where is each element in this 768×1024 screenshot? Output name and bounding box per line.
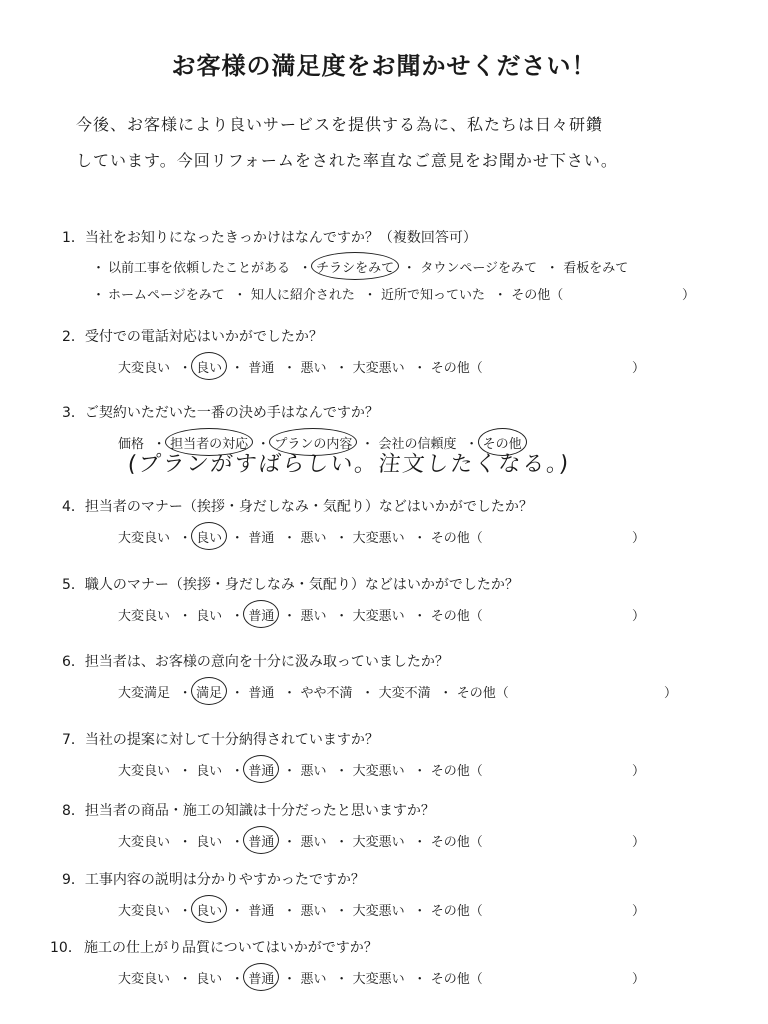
close-paren: ） <box>632 972 646 987</box>
option-average[interactable] <box>248 605 274 624</box>
close-paren: ） <box>632 764 646 779</box>
q1-option-referral[interactable]: 知人に紹介された <box>250 288 355 303</box>
q3-option-staff-response-label: 担当者の対応 <box>170 437 249 452</box>
q1-option-neighborhood[interactable]: 近所で知っていた <box>381 288 486 303</box>
option-other[interactable]: その他（ <box>456 686 509 701</box>
option-satisfied-label: 満足 <box>196 686 223 701</box>
close-paren: ） <box>664 686 678 701</box>
q1-options-row-1: ・ 以前工事を依頼したことがある ・ チラシをみて ・ タウンページをみて ・ 看板をみて <box>62 257 742 276</box>
question-label: 担当者のマナー（挨拶・身だしなみ・気配り）などはいかがでしたか？ <box>84 499 533 515</box>
option-bad[interactable]: 悪い <box>300 764 327 779</box>
question-8-text <box>62 800 742 820</box>
option-average-label: 普通 <box>248 609 275 624</box>
option-other[interactable]: その他（ <box>430 764 483 779</box>
question-label: 受付での電話対応はいかがでしたか？ <box>84 329 323 345</box>
q10-options: 大変良い ・ 良い ・ 普通 ・ 悪い ・ 大変悪い ・ その他（ ） <box>50 968 730 987</box>
q3-option-company-trust[interactable]: 会社の信頼度 <box>378 437 457 452</box>
option-very-good[interactable]: 大変良い <box>118 361 171 376</box>
option-very-bad[interactable]: 大変悪い <box>352 361 405 376</box>
q7-options: 大変良い ・ 良い ・ 普通 ・ 悪い ・ 大変悪い ・ その他（ ） <box>62 760 742 779</box>
option-bad[interactable]: 悪い <box>300 972 327 987</box>
option-average[interactable] <box>248 831 274 850</box>
close-paren: ） <box>632 904 646 919</box>
option-satisfied[interactable] <box>196 682 222 701</box>
close-paren: ） <box>632 361 646 376</box>
intro-line-2: しています。今回リフォームをされた率直なご意見をお聞かせ下さい。 <box>76 151 618 170</box>
question-label: 当社をお知りになったきっかけはなんですか？（複数回答可） <box>84 230 477 246</box>
q1-options-row-2: ・ ホームページをみて ・ 知人に紹介された ・ 近所で知っていた ・ その他（ ） <box>62 284 742 303</box>
option-good[interactable] <box>196 357 222 376</box>
option-good[interactable]: 良い <box>196 764 223 779</box>
question-number: 8． <box>62 803 85 819</box>
option-very-bad[interactable]: 大変悪い <box>352 609 405 624</box>
q3-option-plan-content-label: プランの内容 <box>274 437 353 452</box>
question-label: 工事内容の説明は分かりやすかったですか？ <box>84 872 365 888</box>
question-7-text <box>62 729 742 749</box>
option-very-bad[interactable]: 大変悪い <box>352 972 405 987</box>
question-label: 当社の提案に対して十分納得されていますか？ <box>84 732 379 748</box>
q1-option-previous-work[interactable]: 以前工事を依頼したことがある <box>108 261 291 276</box>
option-bad[interactable]: 悪い <box>300 531 327 546</box>
option-good[interactable]: 良い <box>196 972 223 987</box>
option-average[interactable]: 普通 <box>248 361 275 376</box>
close-paren: ） <box>632 835 646 850</box>
question-1-text <box>62 227 742 247</box>
q9-options: 大変良い ・ 良い ・ 普通 ・ 悪い ・ 大変悪い ・ その他（ ） <box>62 900 742 919</box>
option-very-good[interactable]: 大変良い <box>118 531 171 546</box>
option-average[interactable] <box>248 760 274 779</box>
option-good[interactable] <box>196 900 222 919</box>
question-8 <box>62 800 742 850</box>
question-label: 施工の仕上がり品質についてはいかがですか？ <box>84 940 378 956</box>
question-number: 7． <box>62 732 85 748</box>
option-average-label: 普通 <box>248 764 275 779</box>
question-7 <box>62 729 742 779</box>
option-very-satisfied[interactable]: 大変満足 <box>118 686 171 701</box>
option-bad[interactable]: 悪い <box>300 361 327 376</box>
q5-options: 大変良い ・ 良い ・ 普通 ・ 悪い ・ 大変悪い ・ その他（ ） <box>62 605 742 624</box>
q1-option-signboard[interactable]: 看板をみて <box>563 261 629 276</box>
survey-title: お客様の満足度をお聞かせください！ <box>171 52 597 80</box>
handwritten-comment: (プランがすばらしい。注文したくなる。) <box>126 452 572 477</box>
option-very-good[interactable]: 大変良い <box>118 972 171 987</box>
option-average-label: 普通 <box>248 972 275 987</box>
option-good[interactable]: 良い <box>196 609 223 624</box>
option-very-good[interactable]: 大変良い <box>118 764 171 779</box>
question-2-text <box>62 326 742 346</box>
question-4 <box>62 496 742 546</box>
close-paren: ） <box>682 288 696 303</box>
option-very-bad[interactable]: 大変悪い <box>352 764 405 779</box>
option-average-label: 普通 <box>248 835 275 850</box>
question-10-text <box>50 937 730 957</box>
q4-options: 大変良い ・ 良い ・ 普通 ・ 悪い ・ 大変悪い ・ その他（ ） <box>62 527 742 546</box>
q6-options: 大変満足 ・ 満足 ・ 普通 ・ やや不満 ・ 大変不満 ・ その他（ ） <box>62 682 742 701</box>
question-3 <box>62 402 742 452</box>
option-bad[interactable]: 悪い <box>300 835 327 850</box>
question-6-text <box>62 651 742 671</box>
option-bad[interactable]: 悪い <box>300 609 327 624</box>
option-other[interactable]: その他（ <box>430 609 483 624</box>
q3-option-other-label: その他 <box>482 437 522 452</box>
q1-option-flyer[interactable] <box>316 257 394 276</box>
option-average[interactable]: 普通 <box>248 531 275 546</box>
question-label: 担当者は、お客様の意向を十分に汲み取っていましたか？ <box>84 654 449 670</box>
option-very-good[interactable]: 大変良い <box>118 609 171 624</box>
intro-line-1: 今後、お客様により良いサービスを提供する為に、私たちは日々研鑽 <box>76 115 604 134</box>
q1-option-flyer-label: チラシをみて <box>316 261 395 276</box>
question-label: 担当者の商品・施工の知識は十分だったと思いますか？ <box>84 803 435 819</box>
option-bad[interactable]: 悪い <box>300 904 327 919</box>
option-good-label: 良い <box>196 361 223 376</box>
option-somewhat-dissatisfied[interactable]: やや不満 <box>300 686 353 701</box>
question-number: 3． <box>62 405 85 421</box>
option-average[interactable]: 普通 <box>248 904 275 919</box>
option-other[interactable]: その他（ <box>430 835 483 850</box>
question-label: 職人のマナー（挨拶・身だしなみ・気配り）などはいかがでしたか？ <box>84 577 519 593</box>
close-paren: ） <box>632 531 646 546</box>
option-other[interactable]: その他（ <box>430 531 483 546</box>
q1-option-homepage[interactable]: ホームページをみて <box>108 288 225 303</box>
question-number: 6． <box>62 654 85 670</box>
question-number: 9． <box>62 872 85 888</box>
q1-option-town-pages[interactable]: タウンページをみて <box>420 261 538 276</box>
option-good-label: 良い <box>196 531 223 546</box>
question-number: 5． <box>62 577 85 593</box>
question-5 <box>62 574 742 624</box>
question-1 <box>62 227 742 303</box>
option-very-good[interactable]: 大変良い <box>118 835 171 850</box>
close-paren: ） <box>632 609 646 624</box>
option-very-bad[interactable]: 大変悪い <box>352 835 405 850</box>
question-10 <box>50 937 730 987</box>
question-2 <box>62 326 742 376</box>
q3-option-price[interactable]: 価格 <box>118 437 145 452</box>
question-label: ご契約いただいた一番の決め手はなんですか？ <box>84 405 379 421</box>
question-9-text <box>62 869 742 889</box>
option-other[interactable]: その他（ <box>430 904 483 919</box>
question-9 <box>62 869 742 919</box>
option-very-bad[interactable]: 大変悪い <box>352 904 405 919</box>
option-very-good[interactable]: 大変良い <box>118 904 171 919</box>
option-very-bad[interactable]: 大変悪い <box>352 531 405 546</box>
question-6 <box>62 651 742 701</box>
option-average[interactable]: 普通 <box>248 686 275 701</box>
question-number: 4． <box>62 499 85 515</box>
q8-options: 大変良い ・ 良い ・ 普通 ・ 悪い ・ 大変悪い ・ その他（ ） <box>62 831 742 850</box>
question-number: 10． <box>50 940 82 956</box>
question-5-text <box>62 574 742 594</box>
option-good[interactable] <box>196 527 222 546</box>
q2-options: 大変良い ・ 良い ・ 普通 ・ 悪い ・ 大変悪い ・ その他（ ） <box>62 357 742 376</box>
option-other[interactable]: その他（ <box>430 361 483 376</box>
option-very-dissatisfied[interactable]: 大変不満 <box>378 686 431 701</box>
option-average[interactable] <box>248 968 274 987</box>
q1-option-other[interactable]: その他（ <box>511 288 564 303</box>
question-4-text <box>62 496 742 516</box>
option-good-label: 良い <box>196 904 223 919</box>
question-number: 2． <box>62 329 85 345</box>
q3-options: 価格 ・ 担当者の対応 ・ プランの内容 ・ 会社の信頼度 ・ その他 <box>62 433 742 452</box>
option-other[interactable]: その他（ <box>430 972 483 987</box>
question-3-text <box>62 402 742 422</box>
option-good[interactable]: 良い <box>196 835 223 850</box>
question-number: 1． <box>62 230 85 246</box>
